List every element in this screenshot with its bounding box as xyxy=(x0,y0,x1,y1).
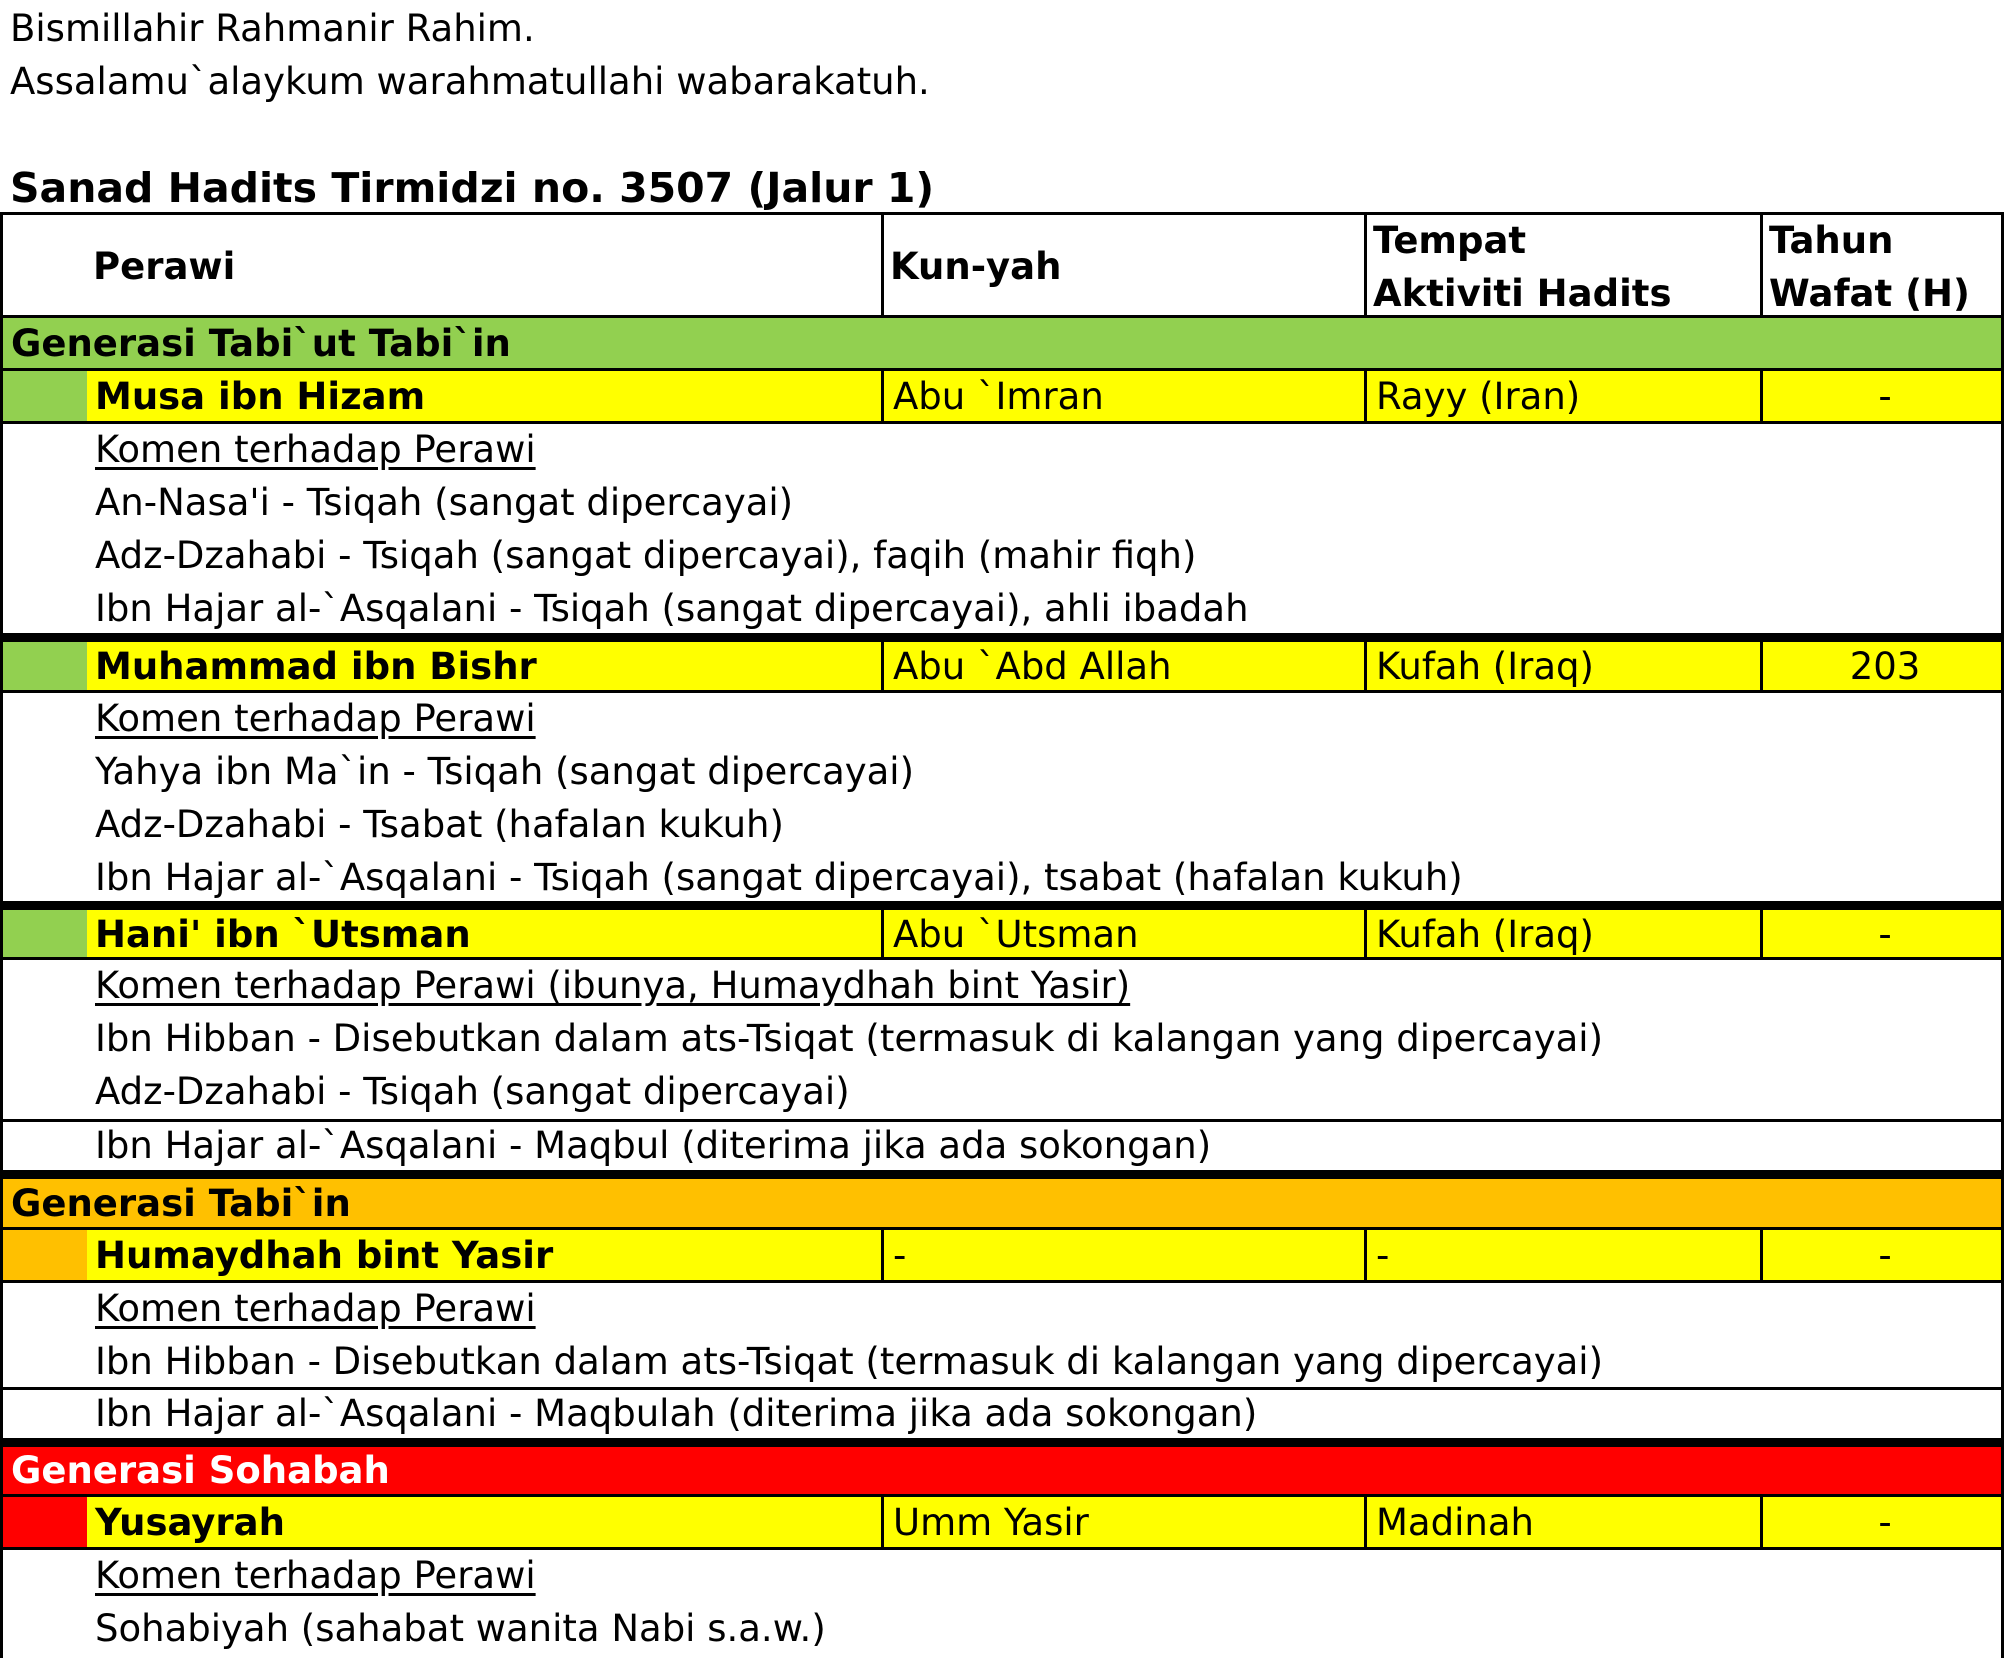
narrator-name: Yusayrah xyxy=(95,1501,285,1544)
generation-row-tabiin xyxy=(0,1179,2004,1230)
narrator-tahun: 203 xyxy=(1849,645,1921,688)
narrator-kunyah: Abu `Imran xyxy=(893,375,1104,418)
narrator-row-musa-ibn-hizam xyxy=(0,371,2004,424)
table-header xyxy=(0,212,2004,318)
header-kunyah: Kun-yah xyxy=(890,245,1062,288)
comment-text: Ibn Hajar al-`Asqalani - Tsiqah (sangat dipercayai), tsabat (hafalan kukuh) xyxy=(95,856,1463,899)
comment-row xyxy=(0,1013,2004,1066)
divider-thick xyxy=(0,1438,2004,1447)
divider-thick xyxy=(0,901,2004,910)
comment-row xyxy=(0,1336,2004,1389)
page-title: Sanad Hadits Tirmidzi no. 3507 (Jalur 1) xyxy=(10,164,935,212)
header-tahun-cell xyxy=(1760,215,2004,315)
header-tahun-line2: Wafat (H) xyxy=(1769,272,1970,315)
header-tempat-line2: Aktiviti Hadits xyxy=(1373,272,1672,315)
comment-text: Ibn Hajar al-`Asqalani - Maqbulah (diterima jika ada sokongan) xyxy=(95,1392,1258,1435)
comment-text: Ibn Hajar al-`Asqalani - Maqbul (diterima jika ada sokongan) xyxy=(95,1124,1212,1167)
comment-text: Adz-Dzahabi - Tsiqah (sangat dipercayai), faqih (mahir fiqh) xyxy=(95,534,1197,577)
narrator-tempat: Kufah (Iraq) xyxy=(1376,913,1594,956)
comment-row xyxy=(0,1603,2004,1658)
comment-row xyxy=(0,477,2004,530)
comment-title-row xyxy=(0,693,2004,746)
comment-title: Komen terhadap Perawi xyxy=(95,697,536,740)
comment-row xyxy=(0,583,2004,636)
comment-title-row xyxy=(0,960,2004,1013)
narrator-tempat: - xyxy=(1376,1234,1390,1277)
generation-label: Generasi Tabi`in xyxy=(11,1182,351,1225)
generation-swatch xyxy=(3,910,87,957)
narrator-kunyah: Abu `Abd Allah xyxy=(893,645,1172,688)
comment-title: Komen terhadap Perawi xyxy=(95,428,536,471)
header-perawi: Perawi xyxy=(93,245,236,288)
narrator-tempat: Rayy (Iran) xyxy=(1376,375,1581,418)
comment-title: Komen terhadap Perawi (ibunya, Humaydhah bint Yasir) xyxy=(95,964,1131,1007)
generation-swatch xyxy=(3,1497,87,1547)
comment-title: Komen terhadap Perawi xyxy=(95,1287,536,1330)
generation-row-sohabah xyxy=(0,1447,2004,1497)
comment-row xyxy=(0,530,2004,583)
header-tahun-line1: Tahun xyxy=(1769,219,1894,262)
header-tempat-line1: Tempat xyxy=(1373,219,1527,262)
header-tempat-cell xyxy=(1364,215,1760,315)
narrator-name: Hani' ibn `Utsman xyxy=(95,913,471,956)
narrator-name: Humaydhah bint Yasir xyxy=(95,1234,554,1277)
narrator-tahun: - xyxy=(1878,913,1892,956)
narrator-name: Muhammad ibn Bishr xyxy=(95,645,537,688)
comment-row xyxy=(0,1122,2004,1170)
comment-text: Sohabiyah (sahabat wanita Nabi s.a.w.) xyxy=(95,1607,826,1650)
comment-row xyxy=(0,1390,2004,1438)
divider-thick xyxy=(0,633,2004,642)
generation-swatch xyxy=(3,1230,87,1280)
comment-text: Adz-Dzahabi - Tsabat (hafalan kukuh) xyxy=(95,803,784,846)
narrator-row-yusayrah xyxy=(0,1497,2004,1550)
comment-title-row xyxy=(0,1283,2004,1336)
comment-title: Komen terhadap Perawi xyxy=(95,1554,536,1597)
comment-title-row xyxy=(0,1550,2004,1603)
comment-text: Ibn Hibban - Disebutkan dalam ats-Tsiqat (termasuk di kalangan yang dipercayai) xyxy=(95,1340,1604,1383)
narrator-row-muhammad-ibn-bishr xyxy=(0,642,2004,693)
intro-basmalah: Bismillahir Rahmanir Rahim. xyxy=(10,7,535,50)
intro-salam: Assalamu`alaykum warahmatullahi wabarakatuh. xyxy=(10,60,930,103)
divider-thick xyxy=(0,1170,2004,1179)
comment-title-row xyxy=(0,424,2004,477)
narrator-kunyah: Umm Yasir xyxy=(893,1501,1089,1544)
narrator-tempat: Kufah (Iraq) xyxy=(1376,645,1594,688)
comment-row xyxy=(0,852,2004,905)
narrator-tahun: - xyxy=(1878,375,1892,418)
narrator-kunyah: - xyxy=(893,1234,907,1277)
comment-text: Adz-Dzahabi - Tsiqah (sangat dipercayai) xyxy=(95,1070,850,1113)
generation-row-tabiut-tabiin xyxy=(0,318,2004,371)
generation-label: Generasi Sohabah xyxy=(11,1449,390,1492)
narrator-tahun: - xyxy=(1878,1501,1892,1544)
narrator-tahun: - xyxy=(1878,1234,1892,1277)
generation-swatch xyxy=(3,371,87,421)
comment-text: Ibn Hajar al-`Asqalani - Tsiqah (sangat dipercayai), ahli ibadah xyxy=(95,587,1249,630)
comment-row xyxy=(0,799,2004,852)
narrator-name: Musa ibn Hizam xyxy=(95,375,426,418)
comment-text: Ibn Hibban - Disebutkan dalam ats-Tsiqat (termasuk di kalangan yang dipercayai) xyxy=(95,1017,1604,1060)
generation-label: Generasi Tabi`ut Tabi`in xyxy=(11,322,511,365)
comment-row xyxy=(0,746,2004,799)
narrator-row-hani-ibn-utsman xyxy=(0,910,2004,960)
header-kunyah-cell xyxy=(881,215,1364,315)
comment-text: Yahya ibn Ma`in - Tsiqah (sangat dipercayai) xyxy=(95,750,915,793)
narrator-row-humaydhah-bint-yasir xyxy=(0,1230,2004,1283)
comment-text: An-Nasa'i - Tsiqah (sangat dipercayai) xyxy=(95,481,794,524)
narrator-tempat: Madinah xyxy=(1376,1501,1534,1544)
generation-swatch xyxy=(3,642,87,690)
comment-row xyxy=(0,1066,2004,1119)
narrator-kunyah: Abu `Utsman xyxy=(893,913,1139,956)
